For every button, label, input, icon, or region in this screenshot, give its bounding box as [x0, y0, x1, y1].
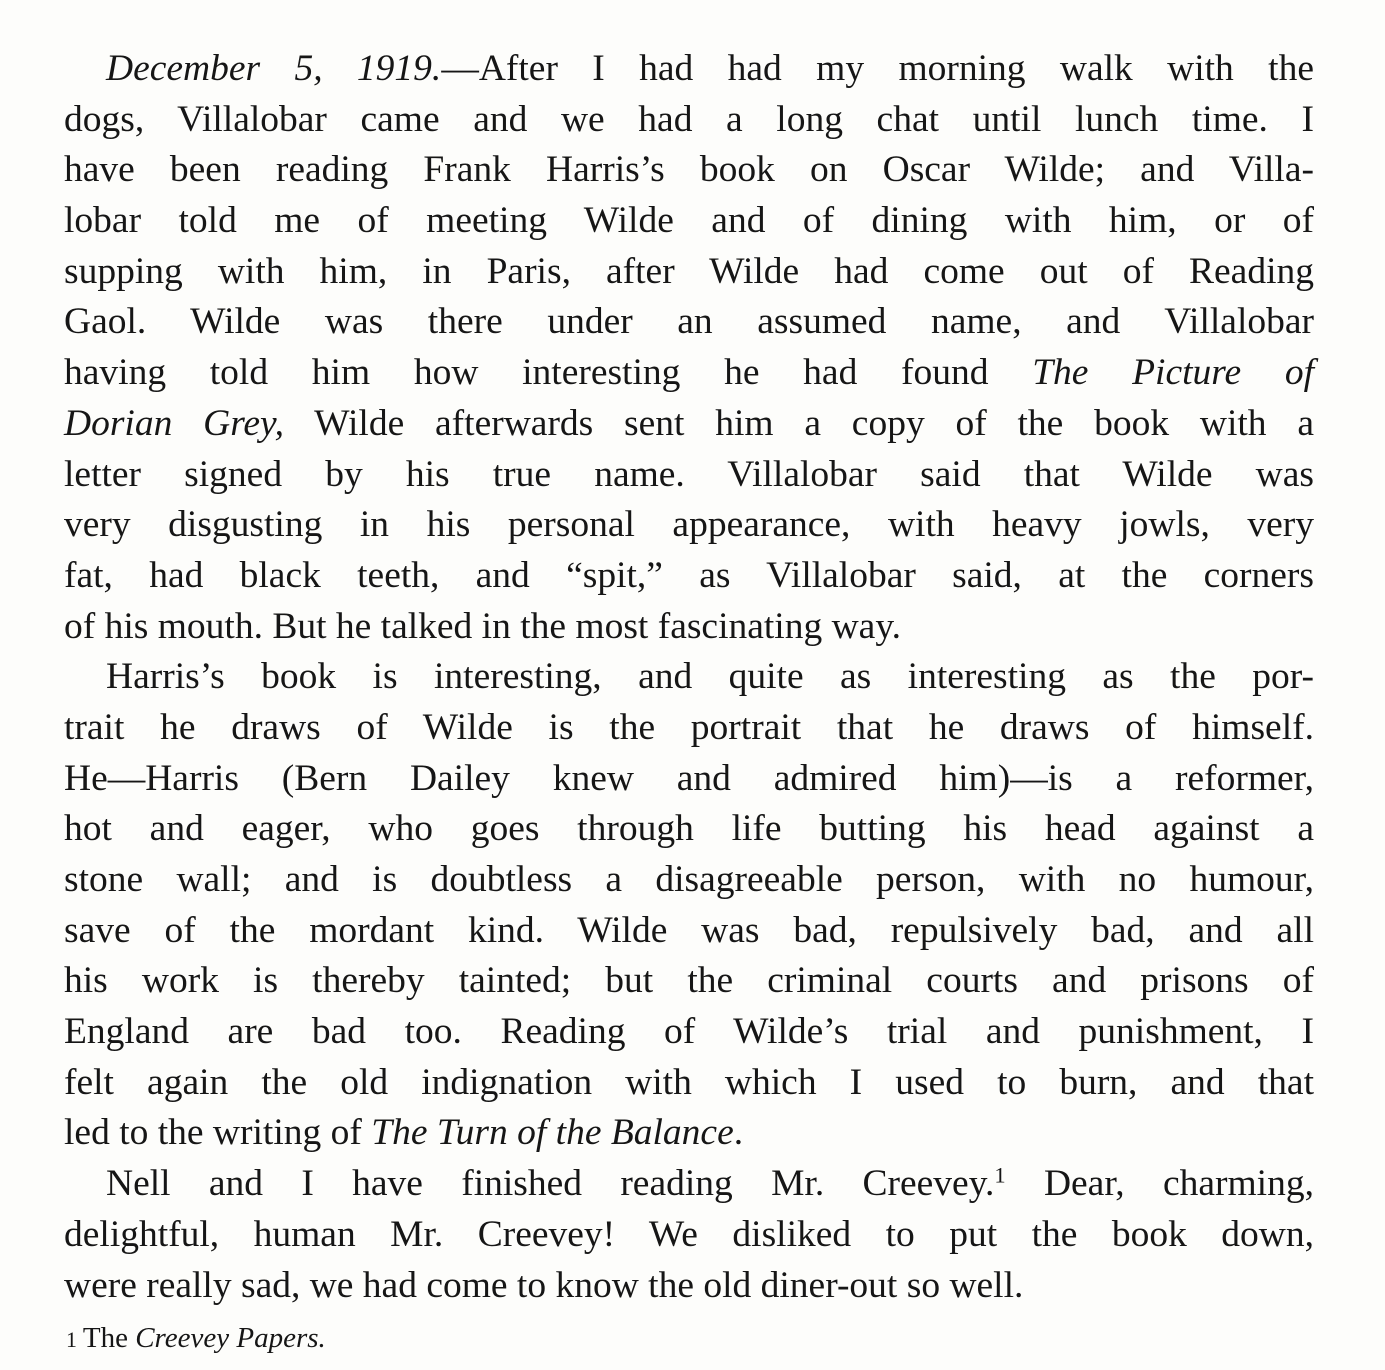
- text-segment: Harris’s book is interesting, and quite as interesting as the por-: [106, 656, 1314, 698]
- text-line: [64, 95, 1314, 146]
- text-segment: .: [733, 1112, 744, 1154]
- text-line: [64, 1159, 1314, 1210]
- text-line: [64, 1261, 1314, 1312]
- italic-text: The Picture of: [1032, 352, 1314, 394]
- text-segment: felt again the old indignation with which I used to burn, and that: [64, 1061, 1314, 1103]
- paragraph: [64, 1159, 1314, 1311]
- text-line: [64, 247, 1314, 298]
- text-segment: of his mouth. But he talked in the most fascinating way.: [64, 605, 902, 647]
- text-segment: Wilde afterwards sent him a copy of the book with a: [284, 402, 1314, 444]
- paragraph: [64, 44, 1314, 652]
- text-segment: Gaol. Wilde was there under an assumed name, and Villalobar: [64, 301, 1314, 343]
- paragraph: [64, 652, 1314, 1159]
- text-line: [64, 1058, 1314, 1109]
- text-line: [64, 906, 1314, 957]
- text-segment: his work is thereby tainted; but the criminal courts and prisons of: [64, 960, 1314, 1002]
- text-segment: were really sad, we had come to know the old diner-out so well.: [64, 1264, 1024, 1306]
- text-line: [64, 703, 1314, 754]
- text-segment: England are bad too. Reading of Wilde’s trial and punishment, I: [64, 1011, 1314, 1053]
- text-line: [64, 1007, 1314, 1058]
- text-line: [64, 196, 1314, 247]
- text-segment: trait he draws of Wilde is the portrait that he draws of himself.: [64, 706, 1314, 748]
- italic-text: Dorian Grey,: [64, 402, 285, 444]
- text-line: [64, 348, 1314, 399]
- footnote-text: The: [82, 1322, 136, 1354]
- text-line: [64, 754, 1314, 805]
- text-segment: Nell and I have finished reading Mr. Creevey.: [106, 1163, 995, 1205]
- text-segment: lobar told me of meeting Wilde and of dining with him, or of: [64, 200, 1314, 242]
- footnote-reference: 1: [994, 1162, 1006, 1188]
- italic-text: December 5, 1919.: [106, 48, 442, 89]
- text-line: [64, 500, 1314, 551]
- text-line: [64, 855, 1314, 906]
- text-line: [64, 44, 1314, 95]
- text-segment: fat, had black teeth, and “spit,” as Villalobar said, at the corners: [64, 554, 1314, 596]
- text-line: [64, 956, 1314, 1007]
- text-segment: have been reading Frank Harris’s book on Oscar Wilde; and Villa-: [64, 149, 1314, 191]
- text-segment: supping with him, in Paris, after Wilde had come out of Reading: [64, 250, 1314, 292]
- text-segment: letter signed by his true name. Villalobar said that Wilde was: [64, 453, 1314, 495]
- text-line: [64, 450, 1314, 501]
- text-line: [64, 551, 1314, 602]
- text-line: [64, 804, 1314, 855]
- diary-entry-text: [64, 44, 1314, 1311]
- text-line: [64, 1108, 1314, 1159]
- text-segment: very disgusting in his personal appearance, with heavy jowls, very: [64, 504, 1314, 546]
- text-line: [64, 652, 1314, 703]
- footnote-mark: 1: [66, 1328, 77, 1352]
- text-line: [64, 1210, 1314, 1261]
- text-segment: led to the writing of: [64, 1112, 372, 1154]
- text-line: [64, 297, 1314, 348]
- text-segment: stone wall; and is doubtless a disagreeable person, with no humour,: [64, 859, 1314, 900]
- italic-text: The Turn of the Balance: [371, 1112, 734, 1154]
- text-segment: dogs, Villalobar came and we had a long chat until lunch time. I: [64, 98, 1314, 140]
- text-segment: save of the mordant kind. Wilde was bad, repulsively bad, and all: [64, 909, 1314, 951]
- text-line: [64, 145, 1314, 196]
- text-segment: He—Harris (Bern Dailey knew and admired him)—is a reformer,: [64, 757, 1314, 799]
- text-segment: hot and eager, who goes through life butting his head against a: [64, 808, 1314, 850]
- footnote-title: Creevey Papers.: [135, 1322, 326, 1354]
- text-line: [64, 602, 1314, 653]
- text-line: [64, 399, 1314, 450]
- text-segment: delightful, human Mr. Creevey! We disliked to put the book down,: [64, 1213, 1314, 1255]
- text-segment: Dear, charming,: [1005, 1163, 1314, 1205]
- footnote: [66, 1318, 326, 1360]
- text-segment: —After I had had my morning walk with the: [441, 48, 1314, 89]
- text-segment: having told him how interesting he had found: [64, 352, 1033, 394]
